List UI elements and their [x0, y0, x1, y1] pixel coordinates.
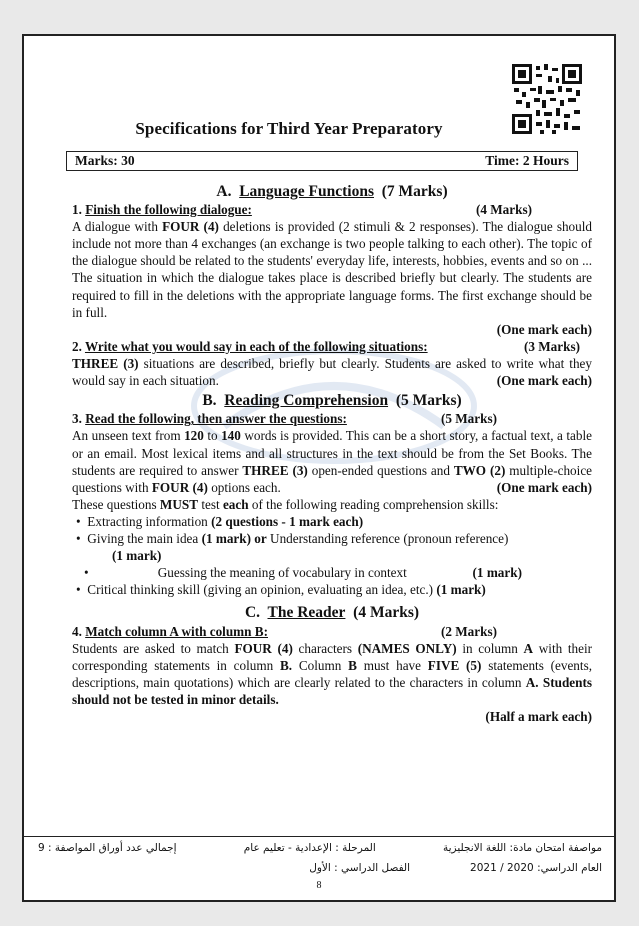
footer-subject: مواصفة امتحان مادة: اللغة الانجليزية: [443, 842, 602, 854]
q3-description: An unseen text from 120 to 140 words is provided. This can be a short story, a factual text, a table or an email. Most lexical items and all structures in the text should be from the Set Books. The students are required to answer THREE (3) open-ended questions and TWO (2) multiple-choice questions with FOUR (4) options each.: [72, 428, 593, 495]
q3-mark-note: (One mark each): [496, 479, 592, 495]
skill-item: • Guessing the meaning of vocabulary in context (1 mark): [72, 564, 592, 581]
section-b-heading: B. Reading Comprehension (5 Marks): [202, 392, 462, 410]
q4-mark-note: (Half a mark each): [485, 709, 592, 724]
q2-heading: 2. Write what you would say in each of the following situations: (3 Marks): [72, 338, 580, 354]
footer-total-pages: إجمالي عدد أوراق المواصفة : 9: [38, 842, 177, 854]
footer-term: الفصل الدراسي : الأول: [309, 862, 411, 874]
page-footer: [38, 838, 602, 878]
section-c-heading: C. The Reader (4 Marks): [244, 604, 420, 622]
q1-heading: 1. Finish the following dialogue: (4 Marks): [72, 202, 532, 218]
footer-stage: المرحلة : الإعدادية - تعليم عام: [243, 842, 376, 854]
skill-item: • Critical thinking skill (giving an opinion, evaluating an idea, etc.) (1 mark): [72, 581, 592, 598]
q1-mark-note: (One mark each): [496, 321, 592, 337]
q2-mark-note: (One mark each): [496, 373, 592, 389]
spec-body: [72, 181, 592, 725]
page-title: Specifications for Third Year Preparatory: [135, 119, 443, 138]
section-a-heading: A. Language Functions (7 Marks): [216, 183, 448, 200]
marks-time-bar: [66, 151, 578, 171]
page-number: 8: [316, 880, 322, 891]
exam-time: Time: 2 Hours: [485, 153, 569, 168]
footer-divider: [24, 836, 614, 837]
q4-description: Students are asked to match FOUR (4) characters (NAMES ONLY) in column A with their corresponding statements in column B. Column B must have FIVE (5) statements (events, descriptions, main quotations) which are clearly related to the characters in column A. Students should not be tested in minor details.: [72, 640, 593, 707]
document-page: [22, 34, 616, 902]
q4-heading: 4. Match column A with column B: (2 Marks): [72, 623, 497, 639]
skill-item: • Extracting information (2 questions - 1 mark each): [72, 513, 592, 530]
footer-year: العام الدراسي: 2020 / 2021: [470, 862, 602, 874]
q3-skills-intro: These questions MUST test each of the following reading comprehension skills:: [72, 496, 499, 512]
total-marks: Marks: 30: [75, 153, 135, 168]
q2-description: THREE (3) situations are described, briefly but clearly. Students are asked to write what they would say in each situation.: [72, 355, 592, 389]
skill-item: • Giving the main idea (1 mark) or Understanding reference (pronoun reference) (1 mark): [72, 530, 592, 564]
q1-description: A dialogue with FOUR (4) deletions is provided (2 stimuli & 2 responses). The dialogue should include not more than 4 exchanges (an exchange is two people talking to each other). The topic of the dialogue should be related to the students' everyday life, interests, hobbies, events and so on ... The situation in which the dialogue takes place is described briefly but clearly. The students are required to fill in the deletions with the appropriate language forms. The first exchange should be in full.: [72, 219, 592, 320]
q3-heading: 3. Read the following, then answer the questions: (5 Marks): [72, 411, 497, 427]
